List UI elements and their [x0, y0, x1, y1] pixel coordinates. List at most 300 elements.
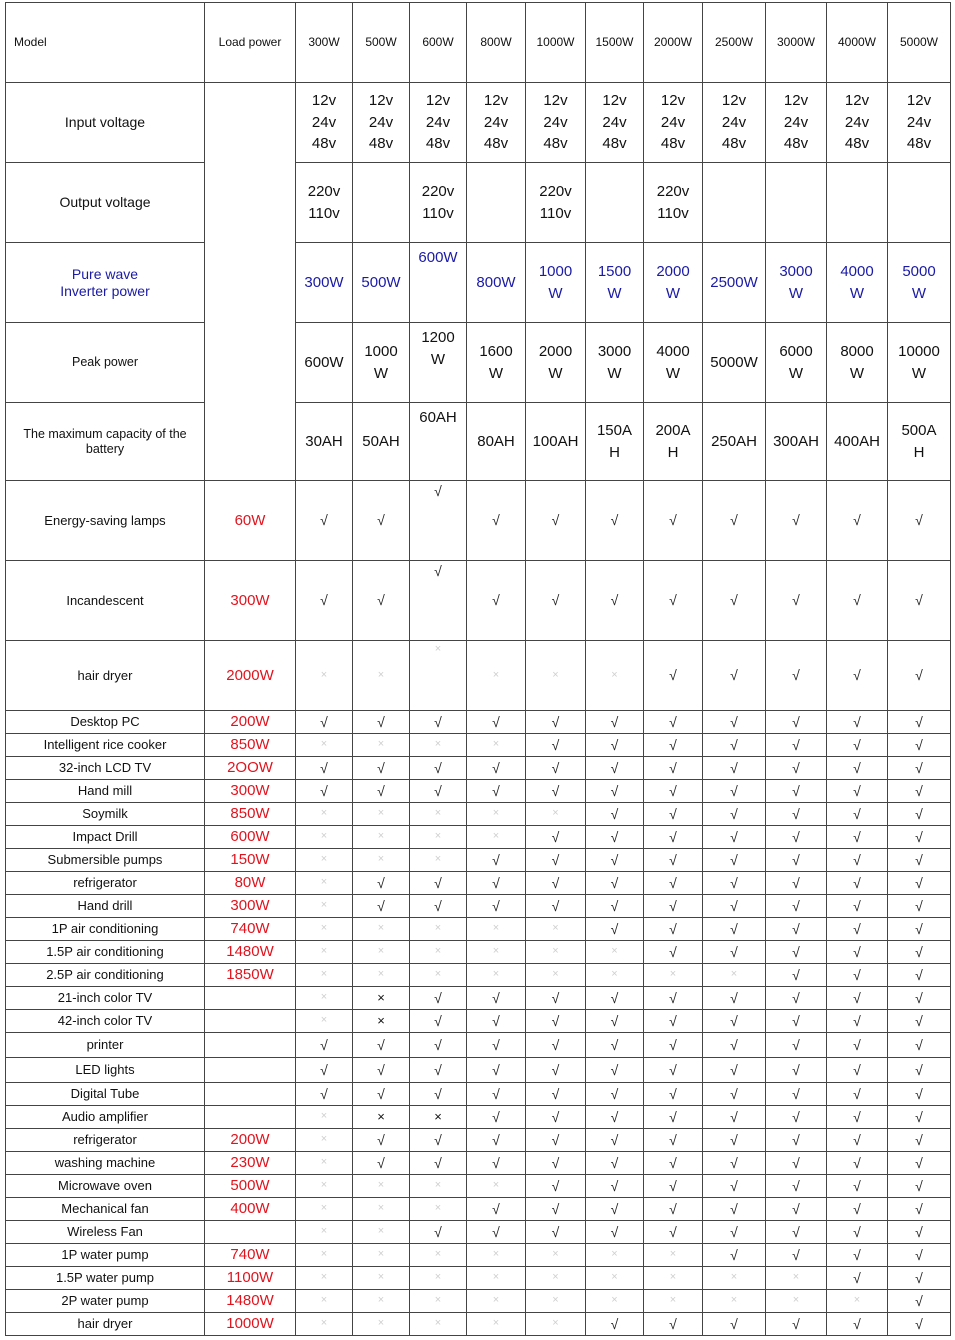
check-mark: √ — [703, 561, 766, 641]
check-mark: √ — [644, 1313, 703, 1336]
check-mark: √ — [410, 872, 467, 895]
check-mark: √ — [888, 1152, 951, 1175]
check-mark: √ — [586, 918, 644, 941]
cross-mark: × — [353, 1313, 410, 1336]
check-mark: √ — [296, 561, 353, 641]
check-mark: √ — [410, 780, 467, 803]
cross-mark: × — [353, 641, 410, 711]
check-mark: √ — [703, 1198, 766, 1221]
check-mark: √ — [353, 1033, 410, 1058]
check-mark: √ — [296, 780, 353, 803]
cross-mark: × — [296, 1198, 353, 1221]
load-power-value: 60W — [205, 481, 296, 561]
spec-value: 12v 24v 48v — [703, 83, 766, 163]
check-mark: √ — [888, 964, 951, 987]
appliance-row — [6, 1267, 951, 1290]
cross-mark: × — [353, 941, 410, 964]
check-mark: √ — [827, 872, 888, 895]
check-mark: √ — [586, 1129, 644, 1152]
check-mark: √ — [703, 780, 766, 803]
check-mark: √ — [410, 1033, 467, 1058]
check-mark: √ — [766, 941, 827, 964]
check-mark: √ — [703, 895, 766, 918]
load-power-value: 850W — [205, 734, 296, 757]
table-body — [6, 3, 951, 1336]
check-mark: √ — [766, 826, 827, 849]
spec-value — [766, 163, 827, 243]
check-mark: √ — [766, 1244, 827, 1267]
check-mark: √ — [888, 1290, 951, 1313]
load-power-value: 1850W — [205, 964, 296, 987]
check-mark: √ — [766, 1083, 827, 1106]
check-mark: √ — [526, 895, 586, 918]
cross-mark: × — [296, 872, 353, 895]
spec-label: Output voltage — [6, 163, 205, 243]
check-mark: √ — [827, 757, 888, 780]
load-power-value — [205, 1033, 296, 1058]
spec-row — [6, 83, 951, 163]
spec-value: 600W — [410, 243, 467, 323]
load-power-value — [205, 1083, 296, 1106]
check-mark: √ — [526, 1058, 586, 1083]
appliance-row — [6, 780, 951, 803]
check-mark: √ — [353, 780, 410, 803]
model-header: Model — [6, 3, 205, 83]
check-mark: √ — [827, 1267, 888, 1290]
check-mark: √ — [410, 1010, 467, 1033]
check-mark: √ — [467, 987, 526, 1010]
spec-value: 220v 110v — [644, 163, 703, 243]
check-mark: √ — [703, 1058, 766, 1083]
spec-value: 60AH — [410, 403, 467, 481]
cross-mark: × — [296, 803, 353, 826]
check-mark: √ — [467, 481, 526, 561]
check-mark: √ — [526, 987, 586, 1010]
check-mark: √ — [888, 1106, 951, 1129]
spec-row — [6, 163, 951, 243]
appliance-name: Desktop PC — [6, 711, 205, 734]
load-power-value: 500W — [205, 1175, 296, 1198]
load-power-value: 80W — [205, 872, 296, 895]
check-mark: √ — [703, 1175, 766, 1198]
cross-mark: × — [296, 895, 353, 918]
check-mark: √ — [703, 941, 766, 964]
cross-mark: × — [296, 1106, 353, 1129]
check-mark: √ — [467, 1221, 526, 1244]
appliance-row — [6, 1083, 951, 1106]
check-mark: √ — [526, 1175, 586, 1198]
appliance-name: Digital Tube — [6, 1083, 205, 1106]
cross-mark: × — [586, 1244, 644, 1267]
appliance-row — [6, 918, 951, 941]
check-mark: √ — [296, 711, 353, 734]
check-mark: √ — [586, 1083, 644, 1106]
check-mark: √ — [888, 711, 951, 734]
cross-mark: × — [644, 1290, 703, 1313]
model-header-500w: 500W — [353, 3, 410, 83]
check-mark: √ — [703, 1033, 766, 1058]
check-mark: √ — [467, 757, 526, 780]
check-mark: √ — [827, 561, 888, 641]
appliance-row — [6, 987, 951, 1010]
appliance-row — [6, 641, 951, 711]
check-mark: √ — [766, 1058, 827, 1083]
appliance-name: 2P water pump — [6, 1290, 205, 1313]
check-mark: √ — [703, 803, 766, 826]
appliance-name: Intelligent rice cooker — [6, 734, 205, 757]
check-mark: √ — [586, 826, 644, 849]
check-mark: √ — [644, 1106, 703, 1129]
check-mark: √ — [586, 1313, 644, 1336]
appliance-name: 32-inch LCD TV — [6, 757, 205, 780]
check-mark: √ — [353, 872, 410, 895]
cross-mark: × — [467, 1244, 526, 1267]
appliance-name: 1.5P water pump — [6, 1267, 205, 1290]
compatibility-table — [5, 2, 951, 1336]
model-header-600w: 600W — [410, 3, 467, 83]
check-mark: √ — [888, 941, 951, 964]
spec-value: 12v 24v 48v — [888, 83, 951, 163]
check-mark: √ — [827, 964, 888, 987]
check-mark: √ — [353, 481, 410, 561]
check-mark: √ — [766, 964, 827, 987]
cross-mark: × — [410, 1267, 467, 1290]
cross-mark: × — [353, 803, 410, 826]
spec-value: 12v 24v 48v — [644, 83, 703, 163]
check-mark: √ — [703, 1129, 766, 1152]
appliance-name: Submersible pumps — [6, 849, 205, 872]
cross-mark: × — [644, 1244, 703, 1267]
load-power-value — [205, 1106, 296, 1129]
check-mark: √ — [410, 481, 467, 561]
check-mark: √ — [467, 1106, 526, 1129]
cross-mark: × — [586, 964, 644, 987]
check-mark: √ — [766, 481, 827, 561]
cross-mark: × — [766, 1267, 827, 1290]
appliance-name: Soymilk — [6, 803, 205, 826]
check-mark: √ — [888, 1175, 951, 1198]
spec-value: 30AH — [296, 403, 353, 481]
model-header-300w: 300W — [296, 3, 353, 83]
check-mark: √ — [766, 734, 827, 757]
appliance-row — [6, 1244, 951, 1267]
cross-mark: × — [353, 1010, 410, 1033]
check-mark: √ — [644, 757, 703, 780]
check-mark: √ — [467, 1198, 526, 1221]
check-mark: √ — [644, 803, 703, 826]
check-mark: √ — [526, 1152, 586, 1175]
cross-mark: × — [296, 734, 353, 757]
load-power-value: 850W — [205, 803, 296, 826]
cross-mark: × — [410, 1244, 467, 1267]
check-mark: √ — [410, 561, 467, 641]
check-mark: √ — [410, 1152, 467, 1175]
check-mark: √ — [586, 849, 644, 872]
check-mark: √ — [703, 849, 766, 872]
check-mark: √ — [526, 1198, 586, 1221]
spec-value: 1000 W — [353, 323, 410, 403]
check-mark: √ — [353, 1058, 410, 1083]
appliance-name: printer — [6, 1033, 205, 1058]
check-mark: √ — [827, 1033, 888, 1058]
appliance-name: Impact Drill — [6, 826, 205, 849]
check-mark: √ — [410, 1221, 467, 1244]
spec-label: Input voltage — [6, 83, 205, 163]
check-mark: √ — [888, 1083, 951, 1106]
check-mark: √ — [766, 918, 827, 941]
spec-value: 1000 W — [526, 243, 586, 323]
check-mark: √ — [703, 1221, 766, 1244]
spec-value: 12v 24v 48v — [467, 83, 526, 163]
check-mark: √ — [526, 481, 586, 561]
cross-mark: × — [296, 941, 353, 964]
check-mark: √ — [644, 941, 703, 964]
check-mark: √ — [888, 918, 951, 941]
cross-mark: × — [296, 849, 353, 872]
cross-mark: × — [467, 826, 526, 849]
check-mark: √ — [766, 987, 827, 1010]
check-mark: √ — [644, 872, 703, 895]
spec-value: 12v 24v 48v — [410, 83, 467, 163]
check-mark: √ — [703, 918, 766, 941]
appliance-name: washing machine — [6, 1152, 205, 1175]
check-mark: √ — [353, 895, 410, 918]
spec-value: 220v 110v — [296, 163, 353, 243]
check-mark: √ — [766, 1129, 827, 1152]
cross-mark: × — [526, 1267, 586, 1290]
check-mark: √ — [703, 1244, 766, 1267]
check-mark: √ — [888, 895, 951, 918]
check-mark: √ — [467, 1152, 526, 1175]
cross-mark: × — [467, 641, 526, 711]
cross-mark: × — [410, 734, 467, 757]
check-mark: √ — [296, 1033, 353, 1058]
check-mark: √ — [410, 987, 467, 1010]
load-power-value: 740W — [205, 1244, 296, 1267]
check-mark: √ — [888, 641, 951, 711]
check-mark: √ — [766, 1175, 827, 1198]
cross-mark: × — [526, 803, 586, 826]
check-mark: √ — [586, 757, 644, 780]
check-mark: √ — [644, 734, 703, 757]
check-mark: √ — [766, 1010, 827, 1033]
spec-row — [6, 403, 951, 481]
check-mark: √ — [827, 1106, 888, 1129]
check-mark: √ — [766, 1152, 827, 1175]
cross-mark: × — [703, 1267, 766, 1290]
spec-value: 5000 W — [888, 243, 951, 323]
check-mark: √ — [644, 561, 703, 641]
model-header-800w: 800W — [467, 3, 526, 83]
check-mark: √ — [586, 1152, 644, 1175]
check-mark: √ — [888, 1129, 951, 1152]
check-mark: √ — [644, 1010, 703, 1033]
check-mark: √ — [888, 872, 951, 895]
check-mark: √ — [703, 1083, 766, 1106]
spec-value: 4000 W — [644, 323, 703, 403]
cross-mark: × — [353, 918, 410, 941]
check-mark: √ — [827, 803, 888, 826]
cross-mark: × — [526, 1290, 586, 1313]
cross-mark: × — [526, 641, 586, 711]
cross-mark: × — [586, 641, 644, 711]
check-mark: √ — [296, 757, 353, 780]
check-mark: √ — [766, 561, 827, 641]
appliance-name: 1.5P air conditioning — [6, 941, 205, 964]
cross-mark: × — [410, 1106, 467, 1129]
cross-mark: × — [353, 1267, 410, 1290]
check-mark: √ — [888, 1058, 951, 1083]
check-mark: √ — [644, 1221, 703, 1244]
appliance-row — [6, 1152, 951, 1175]
check-mark: √ — [766, 641, 827, 711]
load-power-value: 1100W — [205, 1267, 296, 1290]
check-mark: √ — [703, 872, 766, 895]
appliance-row — [6, 826, 951, 849]
cross-mark: × — [467, 1290, 526, 1313]
check-mark: √ — [467, 1010, 526, 1033]
appliance-row — [6, 1010, 951, 1033]
spec-value: 150A H — [586, 403, 644, 481]
check-mark: √ — [888, 1221, 951, 1244]
check-mark: √ — [644, 1198, 703, 1221]
check-mark: √ — [827, 711, 888, 734]
spec-value: 2000 W — [526, 323, 586, 403]
spec-label: Peak power — [6, 323, 205, 403]
check-mark: √ — [888, 826, 951, 849]
check-mark: √ — [644, 1129, 703, 1152]
spec-value: 12v 24v 48v — [827, 83, 888, 163]
cross-mark: × — [296, 641, 353, 711]
cross-mark: × — [467, 1267, 526, 1290]
check-mark: √ — [586, 561, 644, 641]
load-power-value: 2OOW — [205, 757, 296, 780]
check-mark: √ — [586, 1058, 644, 1083]
load-power-value: 300W — [205, 895, 296, 918]
spec-value: 12v 24v 48v — [353, 83, 410, 163]
cross-mark: × — [353, 1106, 410, 1129]
appliance-name: hair dryer — [6, 641, 205, 711]
check-mark: √ — [827, 641, 888, 711]
check-mark: √ — [703, 1313, 766, 1336]
check-mark: √ — [526, 1221, 586, 1244]
spec-value: 2500W — [703, 243, 766, 323]
spec-value: 250AH — [703, 403, 766, 481]
check-mark: √ — [644, 1083, 703, 1106]
model-header-1500w: 1500W — [586, 3, 644, 83]
spec-value: 8000 W — [827, 323, 888, 403]
appliance-row — [6, 1198, 951, 1221]
check-mark: √ — [888, 849, 951, 872]
check-mark: √ — [467, 1033, 526, 1058]
check-mark: √ — [766, 1033, 827, 1058]
check-mark: √ — [410, 1129, 467, 1152]
check-mark: √ — [703, 987, 766, 1010]
check-mark: √ — [586, 803, 644, 826]
check-mark: √ — [644, 826, 703, 849]
spec-row — [6, 323, 951, 403]
load-power-value: 2000W — [205, 641, 296, 711]
cross-mark: × — [353, 1175, 410, 1198]
cross-mark: × — [410, 1175, 467, 1198]
check-mark: √ — [526, 1010, 586, 1033]
cross-mark: × — [296, 1129, 353, 1152]
cross-mark: × — [296, 1290, 353, 1313]
check-mark: √ — [827, 1083, 888, 1106]
spec-label: Pure wave Inverter power — [6, 243, 205, 323]
spec-value: 50AH — [353, 403, 410, 481]
check-mark: √ — [586, 780, 644, 803]
cross-mark: × — [644, 1267, 703, 1290]
spec-value: 4000 W — [827, 243, 888, 323]
load-power-value — [205, 987, 296, 1010]
load-power-value: 740W — [205, 918, 296, 941]
check-mark: √ — [703, 641, 766, 711]
check-mark: √ — [526, 780, 586, 803]
cross-mark: × — [353, 964, 410, 987]
model-header-1000w: 1000W — [526, 3, 586, 83]
appliance-row — [6, 895, 951, 918]
spec-value: 5000W — [703, 323, 766, 403]
check-mark: √ — [410, 895, 467, 918]
check-mark: √ — [703, 1106, 766, 1129]
check-mark: √ — [410, 711, 467, 734]
load-power-value — [205, 1058, 296, 1083]
check-mark: √ — [644, 1152, 703, 1175]
model-header-3000w: 3000W — [766, 3, 827, 83]
appliance-name: Hand drill — [6, 895, 205, 918]
cross-mark: × — [586, 1290, 644, 1313]
cross-mark: × — [703, 964, 766, 987]
appliance-name: 21-inch color TV — [6, 987, 205, 1010]
check-mark: √ — [766, 780, 827, 803]
check-mark: √ — [766, 872, 827, 895]
spec-value: 1600 W — [467, 323, 526, 403]
check-mark: √ — [644, 780, 703, 803]
cross-mark: × — [703, 1290, 766, 1313]
check-mark: √ — [827, 734, 888, 757]
load-power-value: 300W — [205, 780, 296, 803]
check-mark: √ — [296, 1083, 353, 1106]
check-mark: √ — [526, 1033, 586, 1058]
cross-mark: × — [353, 849, 410, 872]
spec-value — [353, 163, 410, 243]
load-power-value: 200W — [205, 1129, 296, 1152]
cross-mark: × — [467, 734, 526, 757]
check-mark: √ — [410, 1058, 467, 1083]
check-mark: √ — [586, 1106, 644, 1129]
load-power-value: 400W — [205, 1198, 296, 1221]
check-mark: √ — [410, 757, 467, 780]
check-mark: √ — [644, 918, 703, 941]
spec-value — [467, 163, 526, 243]
cross-mark: × — [410, 826, 467, 849]
check-mark: √ — [467, 895, 526, 918]
cross-mark: × — [410, 641, 467, 711]
cross-mark: × — [353, 1290, 410, 1313]
load-power-value: 200W — [205, 711, 296, 734]
load-power-value: 1480W — [205, 941, 296, 964]
cross-mark: × — [526, 941, 586, 964]
appliance-row — [6, 711, 951, 734]
check-mark: √ — [888, 780, 951, 803]
cross-mark: × — [827, 1290, 888, 1313]
spec-value: 200A H — [644, 403, 703, 481]
cross-mark: × — [410, 849, 467, 872]
check-mark: √ — [888, 757, 951, 780]
check-mark: √ — [467, 711, 526, 734]
check-mark: √ — [467, 1058, 526, 1083]
